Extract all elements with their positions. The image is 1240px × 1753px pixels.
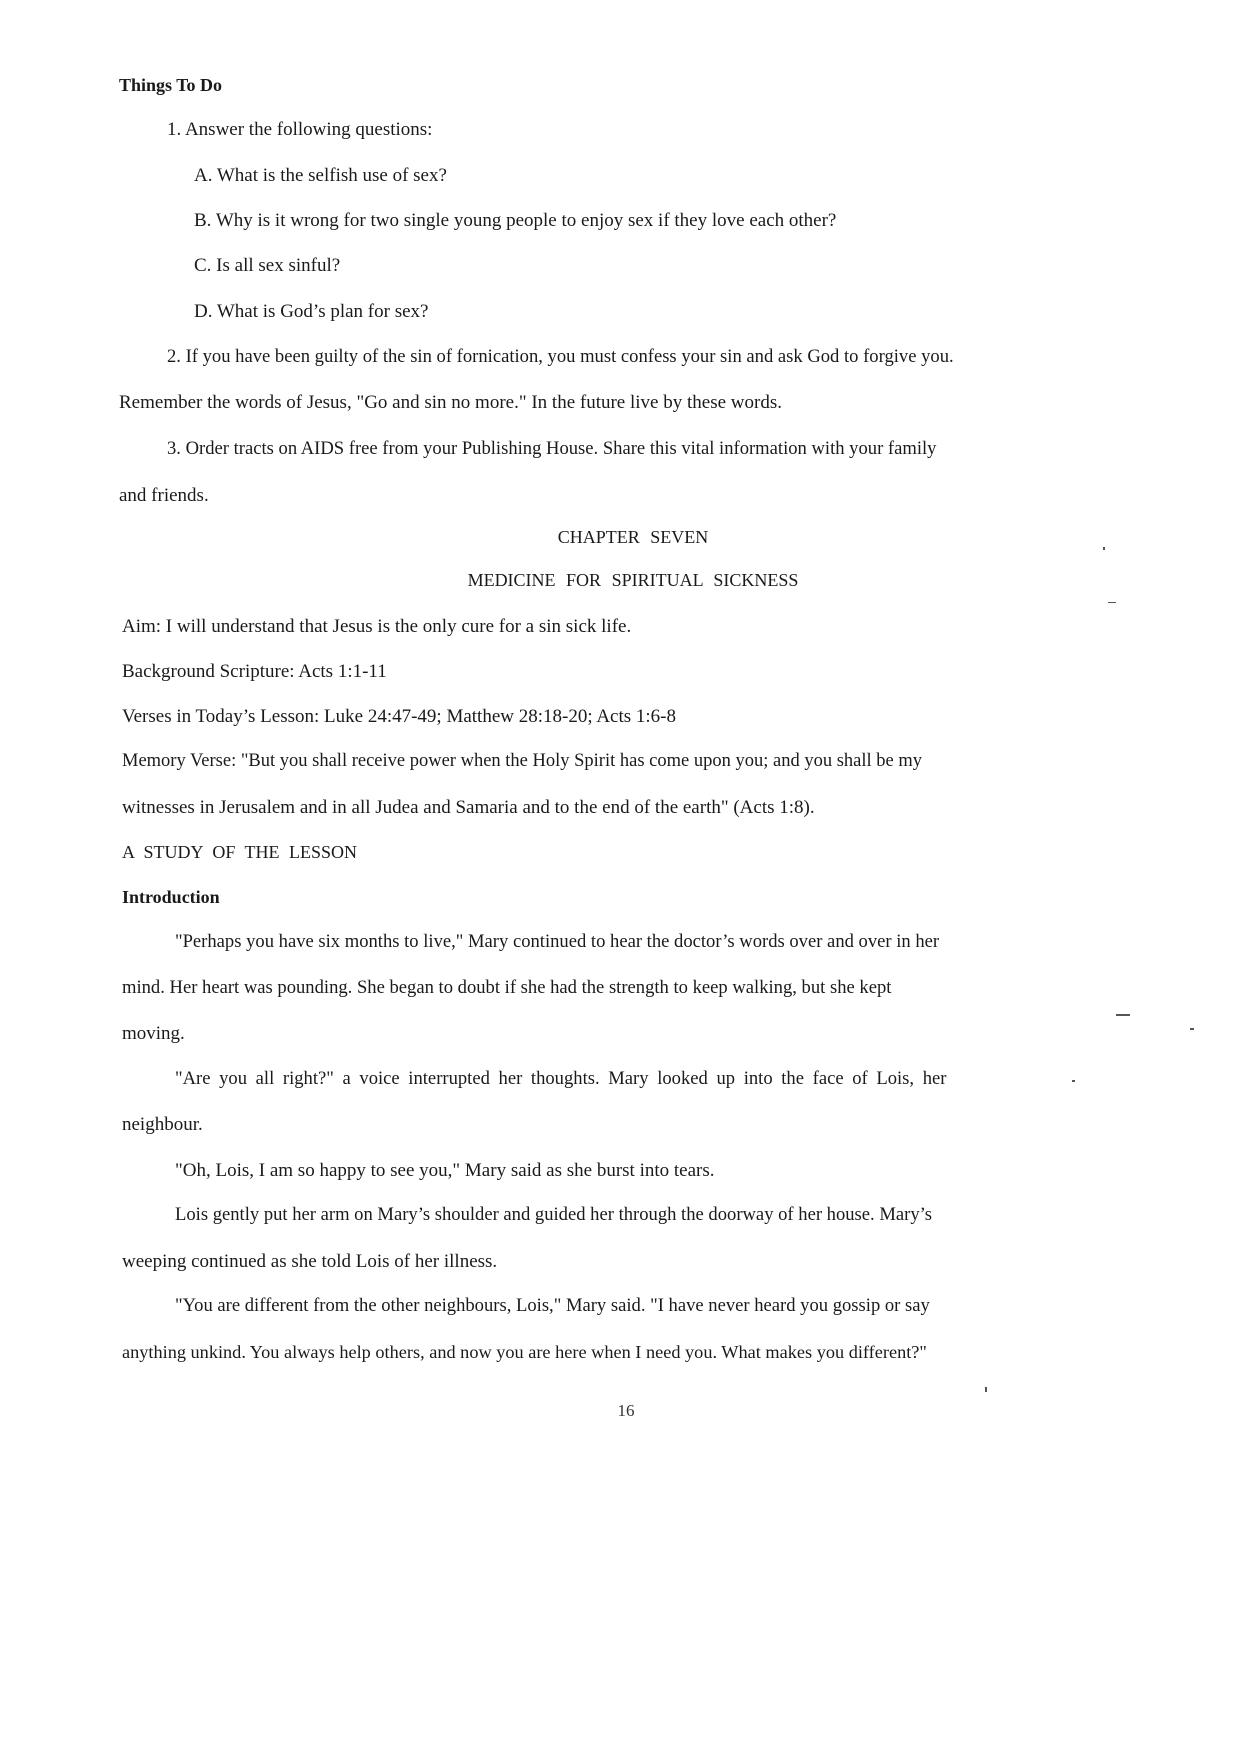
memory-verse-line-2: witnesses in Jerusalem and in all Judea and Samaria and to the end of the earth" (Acts 1:8). bbox=[122, 797, 815, 818]
paragraph-1-line-2: mind. Her heart was pounding. She began to doubt if she had the strength to keep walking, but she kept bbox=[122, 977, 892, 998]
scan-speck bbox=[1103, 547, 1105, 550]
study-heading: A STUDY OF THE LESSON bbox=[122, 842, 358, 862]
paragraph-1-line-3: moving. bbox=[122, 1023, 185, 1044]
paragraph-5-line-1: "You are different from the other neighbours, Lois," Mary said. "I have never heard you gossip or say bbox=[175, 1295, 930, 1316]
question-a: A. What is the selfish use of sex? bbox=[194, 165, 447, 186]
item-3-line-2: and friends. bbox=[119, 485, 209, 506]
paragraph-2-line-2: neighbour. bbox=[122, 1114, 203, 1135]
scan-speck bbox=[985, 1387, 987, 1392]
paragraph-2-line-1: "Are you all right?" a voice interrupted her thoughts. Mary looked up into the face of Lois, her bbox=[175, 1068, 947, 1089]
introduction-heading: Introduction bbox=[122, 887, 220, 907]
lesson-verses: Verses in Today’s Lesson: Luke 24:47-49; Matthew 28:18-20; Acts 1:6-8 bbox=[122, 706, 677, 727]
scan-speck bbox=[1072, 1080, 1075, 1082]
paragraph-1-line-1: "Perhaps you have six months to live," Mary continued to hear the doctor’s words over and over in her bbox=[175, 931, 940, 952]
background-scripture: Background Scripture: Acts 1:1-11 bbox=[122, 661, 387, 682]
scan-speck bbox=[1190, 1028, 1194, 1030]
chapter-number: CHAPTER SEVEN bbox=[557, 527, 709, 547]
paragraph-4-line-1: Lois gently put her arm on Mary’s shoulder and guided her through the doorway of her house. Mary’s bbox=[175, 1204, 933, 1225]
memory-verse-line-1: Memory Verse: "But you shall receive power when the Holy Spirit has come upon you; and you shall be my bbox=[122, 751, 922, 771]
chapter-title: MEDICINE FOR SPIRITUAL SICKNESS bbox=[467, 570, 799, 590]
paragraph-4-line-2: weeping continued as she told Lois of her illness. bbox=[122, 1251, 498, 1272]
item-2-line-2: Remember the words of Jesus, "Go and sin no more." In the future live by these words. bbox=[119, 392, 782, 413]
item-3-line-1: 3. Order tracts on AIDS free from your Publishing House. Share this vital information with your family bbox=[167, 438, 937, 459]
lesson-aim: Aim: I will understand that Jesus is the only cure for a sin sick life. bbox=[122, 616, 632, 637]
scan-speck bbox=[1108, 602, 1116, 603]
item-2-line-1: 2. If you have been guilty of the sin of fornication, you must confess your sin and ask God to forgive you. bbox=[167, 346, 954, 367]
things-to-do-heading: Things To Do bbox=[119, 75, 223, 95]
paragraph-5-line-2: anything unkind. You always help others, and now you are here when I need you. What makes you different?" bbox=[122, 1342, 927, 1362]
item-1: 1. Answer the following questions: bbox=[167, 119, 433, 140]
scan-speck bbox=[1116, 1014, 1130, 1016]
question-b: B. Why is it wrong for two single young people to enjoy sex if they love each other? bbox=[194, 210, 837, 231]
paragraph-3-line-1: "Oh, Lois, I am so happy to see you," Mary said as she burst into tears. bbox=[175, 1160, 715, 1181]
page-number: 16 bbox=[617, 1401, 635, 1420]
question-d: D. What is God’s plan for sex? bbox=[194, 301, 429, 322]
question-c: C. Is all sex sinful? bbox=[194, 255, 341, 276]
